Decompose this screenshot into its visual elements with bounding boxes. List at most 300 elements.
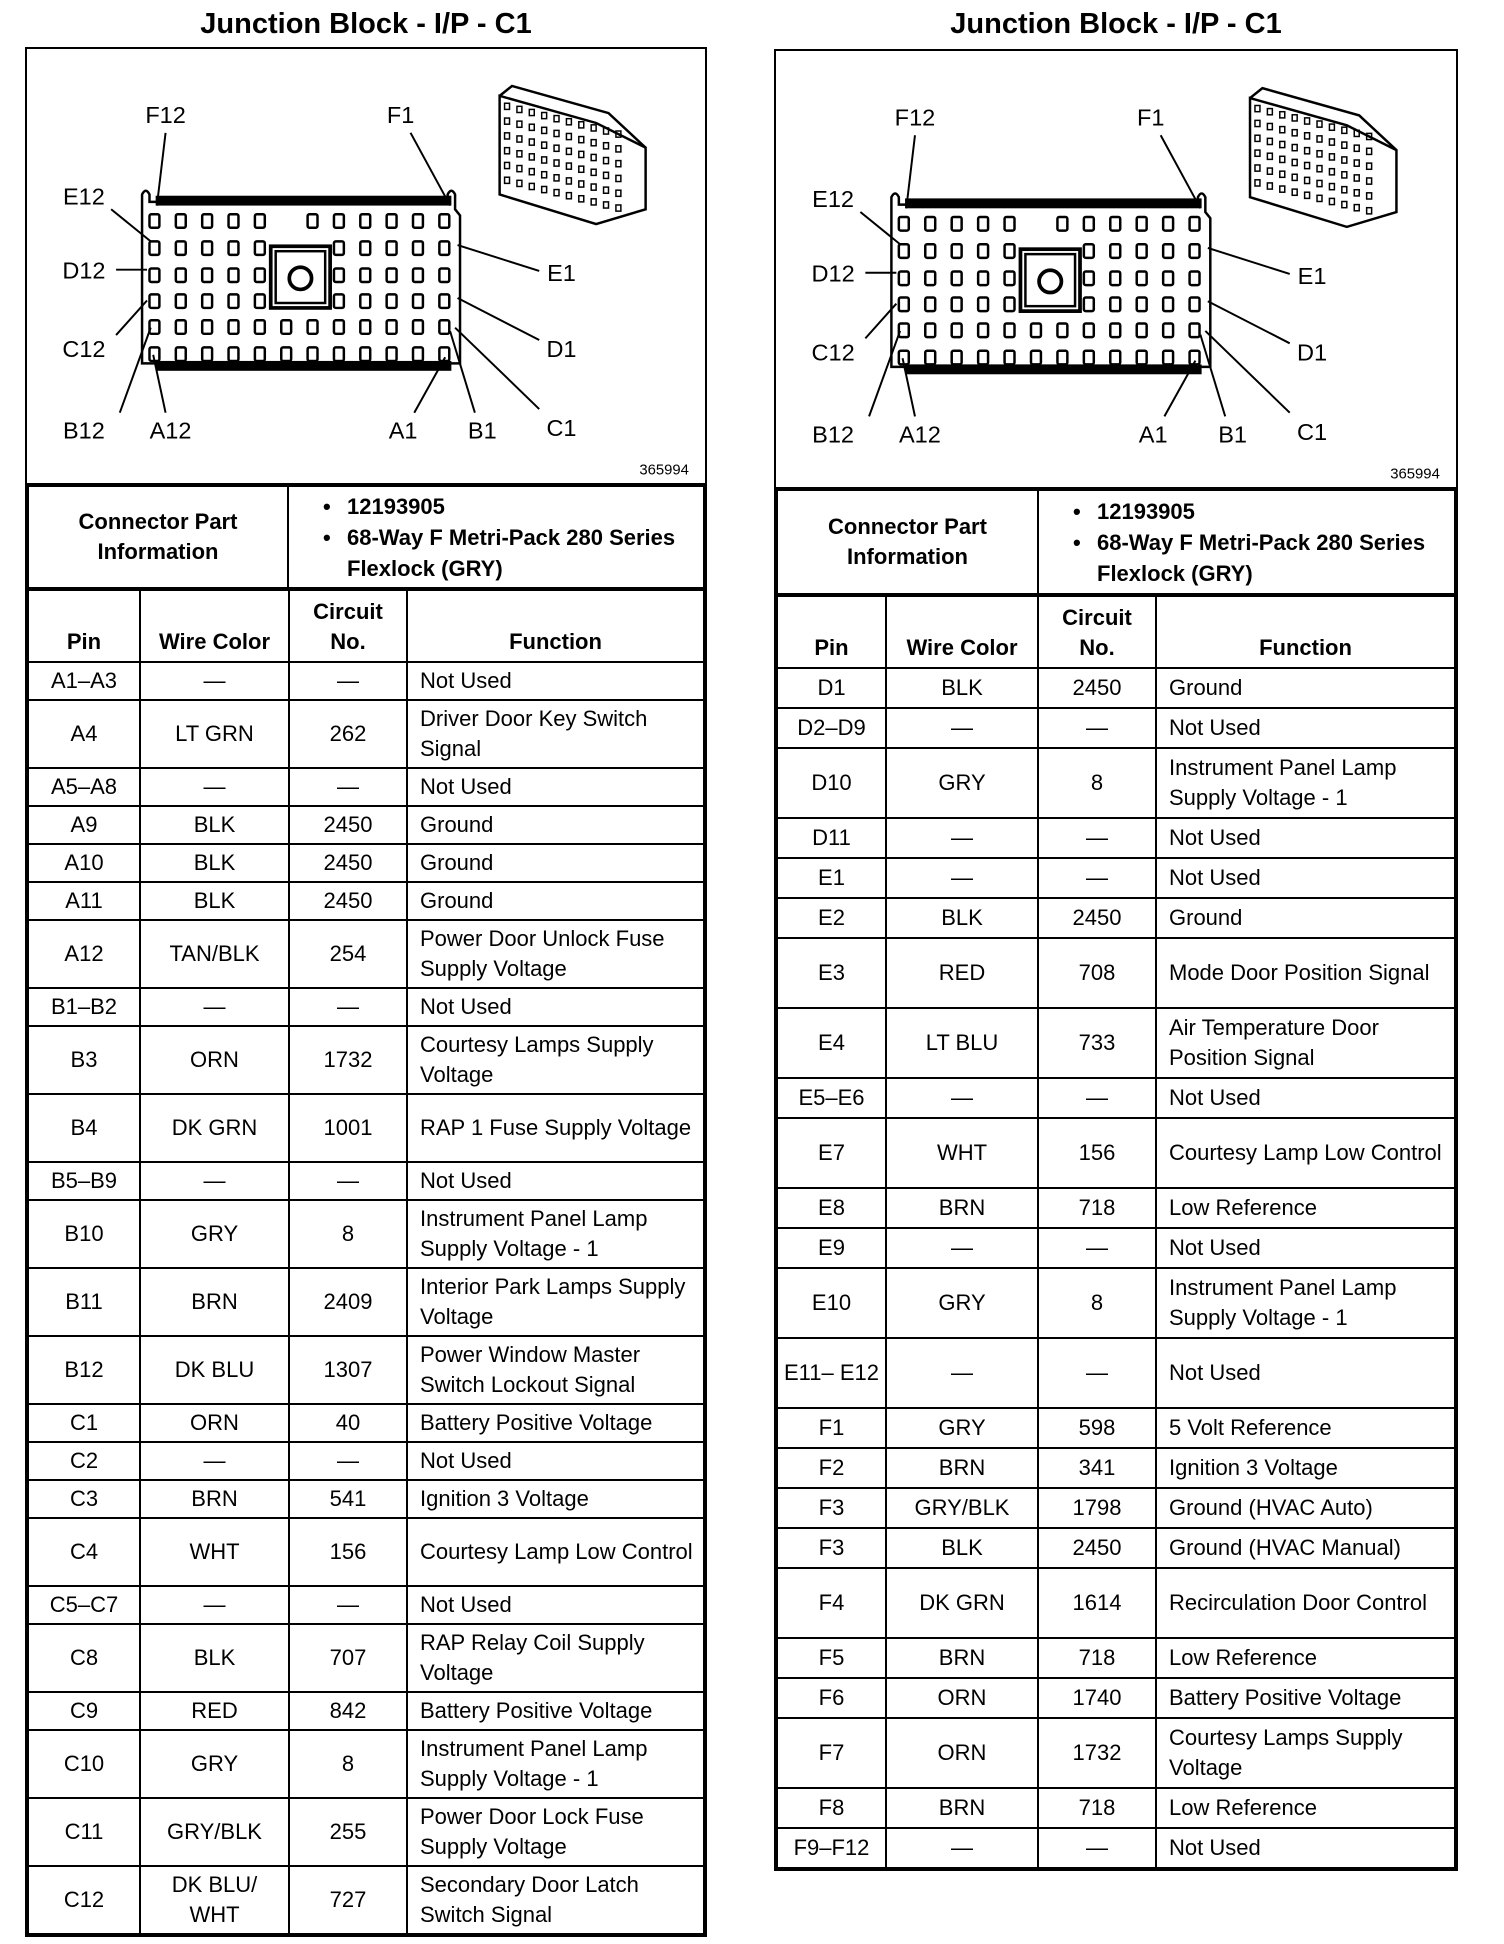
header-circuit: Circuit No. xyxy=(1038,596,1156,668)
pin-cell: C4 xyxy=(28,1518,140,1586)
circuit-cell: 2450 xyxy=(1038,668,1156,708)
wire-color-cell: BRN xyxy=(886,1638,1038,1678)
connector-isometric-icon xyxy=(1250,88,1396,227)
circuit-cell: 598 xyxy=(1038,1408,1156,1448)
table-row xyxy=(28,1162,704,1200)
pin-cell: C3 xyxy=(28,1480,140,1518)
pin-cell: A10 xyxy=(28,844,140,882)
table-row xyxy=(28,1268,704,1336)
wire-color-cell: GRY xyxy=(140,1200,289,1268)
circuit-cell: 541 xyxy=(289,1480,407,1518)
table-row xyxy=(28,1692,704,1730)
table-row xyxy=(28,844,704,882)
wire-color-cell: — xyxy=(886,1078,1038,1118)
function-cell: Not Used xyxy=(1156,708,1455,748)
pin-cavity xyxy=(1163,217,1173,231)
pin-label-c12: C12 xyxy=(811,339,855,366)
pin-cavity xyxy=(899,297,909,311)
circuit-cell: 8 xyxy=(1038,1268,1156,1338)
pin-cell: A1–A3 xyxy=(28,662,140,700)
pin-cavity xyxy=(149,268,159,282)
function-cell: Not Used xyxy=(407,1442,704,1480)
pin-label-a12: A12 xyxy=(898,421,941,448)
pin-cavity xyxy=(334,320,344,334)
pin-cavity xyxy=(387,268,397,282)
function-cell: Power Door Unlock Fuse Supply Voltage xyxy=(407,920,704,988)
pin-cavity xyxy=(308,320,318,334)
wire-color-cell: GRY/BLK xyxy=(140,1798,289,1866)
function-cell: Not Used xyxy=(407,1586,704,1624)
pin-cavity xyxy=(176,268,186,282)
table-row xyxy=(28,1404,704,1442)
wire-color-cell: TAN/BLK xyxy=(140,920,289,988)
pin-cavity xyxy=(1057,217,1067,231)
pin-cavity xyxy=(360,347,370,361)
table-row xyxy=(777,1078,1455,1118)
pin-label-c12: C12 xyxy=(62,336,106,363)
pin-cavity xyxy=(149,214,159,228)
pin-cavity xyxy=(334,294,344,308)
pin-label-b12: B12 xyxy=(63,417,105,444)
wire-color-cell: ORN xyxy=(886,1718,1038,1788)
pin-cavity xyxy=(1110,324,1120,338)
pin-cavity xyxy=(334,347,344,361)
circuit-cell: 40 xyxy=(289,1404,407,1442)
leader-line xyxy=(455,328,539,409)
circuit-cell: 718 xyxy=(1038,1788,1156,1828)
wire-color-cell: — xyxy=(140,1442,289,1480)
pin-cavity xyxy=(176,214,186,228)
pin-cell: E8 xyxy=(777,1188,886,1228)
circuit-cell: 1732 xyxy=(1038,1718,1156,1788)
pin-cavity xyxy=(1084,244,1094,258)
part-number: • 12193905 xyxy=(323,491,699,522)
function-cell: Not Used xyxy=(1156,858,1455,898)
table-row xyxy=(28,1200,704,1268)
figure-number: 365994 xyxy=(639,462,689,479)
function-cell: Instrument Panel Lamp Supply Voltage - 1 xyxy=(407,1730,704,1798)
wire-color-cell: BLK xyxy=(140,844,289,882)
latch-bar-top xyxy=(157,197,450,204)
function-cell: Not Used xyxy=(1156,1828,1455,1868)
pin-cell: A12 xyxy=(28,920,140,988)
pin-cell: F5 xyxy=(777,1638,886,1678)
pin-cavity xyxy=(952,351,962,365)
pin-label-d1: D1 xyxy=(546,336,577,363)
table-row xyxy=(777,1008,1455,1078)
pin-label-e12: E12 xyxy=(63,183,105,210)
pin-cavity xyxy=(202,241,212,255)
wire-color-cell: — xyxy=(886,1338,1038,1408)
function-cell: Secondary Door Latch Switch Signal xyxy=(407,1866,704,1934)
center-bolt-inner xyxy=(276,251,325,303)
table-row xyxy=(28,662,704,700)
pin-cavity xyxy=(255,347,265,361)
pin-cavity xyxy=(176,294,186,308)
pin-cavity xyxy=(1137,297,1147,311)
pin-label-d12: D12 xyxy=(62,257,106,284)
table-row xyxy=(777,1338,1455,1408)
wire-color-cell: GRY xyxy=(886,1268,1038,1338)
pin-cell: F3 xyxy=(777,1488,886,1528)
pin-cavity xyxy=(229,241,239,255)
wire-color-cell: BLK xyxy=(886,898,1038,938)
connector-diagram xyxy=(776,51,1456,489)
function-cell: Battery Positive Voltage xyxy=(1156,1678,1455,1718)
pin-cavity xyxy=(176,347,186,361)
function-cell: Courtesy Lamp Low Control xyxy=(1156,1118,1455,1188)
function-cell: Low Reference xyxy=(1156,1638,1455,1678)
table-row xyxy=(28,1586,704,1624)
pin-cavity xyxy=(1057,324,1067,338)
table-row xyxy=(28,768,704,806)
leader-line xyxy=(111,209,151,241)
pin-cavity xyxy=(202,268,212,282)
pin-cavity xyxy=(229,347,239,361)
leader-line xyxy=(458,298,540,340)
connector-description: • 68-Way F Metri-Pack 280 Series Flexlock (GRY) xyxy=(1073,527,1450,589)
table-row xyxy=(777,1408,1455,1448)
connector-info-label: Connector Part Information xyxy=(777,490,1038,594)
pin-cell: A5–A8 xyxy=(28,768,140,806)
table-row xyxy=(28,920,704,988)
circuit-cell: — xyxy=(1038,858,1156,898)
pin-cavity xyxy=(413,268,423,282)
pin-cavity xyxy=(255,241,265,255)
pin-cavity xyxy=(308,214,318,228)
function-cell: Instrument Panel Lamp Supply Voltage - 1 xyxy=(407,1200,704,1268)
pin-label-a1: A1 xyxy=(388,417,418,444)
pin-cavity xyxy=(1005,351,1015,365)
function-cell: Not Used xyxy=(407,988,704,1026)
circuit-cell: — xyxy=(289,1162,407,1200)
pin-cavity xyxy=(413,241,423,255)
pin-cavity xyxy=(413,214,423,228)
pin-label-a12: A12 xyxy=(149,417,192,444)
pin-cell: F4 xyxy=(777,1568,886,1638)
wire-color-cell: WHT xyxy=(140,1518,289,1586)
connector-description: • 68-Way F Metri-Pack 280 Series Flexlock (GRY) xyxy=(323,522,699,584)
circuit-cell: 255 xyxy=(289,1798,407,1866)
pin-label-e1: E1 xyxy=(547,259,576,286)
circuit-cell: 842 xyxy=(289,1692,407,1730)
pin-cell: F8 xyxy=(777,1788,886,1828)
pin-cavity xyxy=(952,271,962,285)
connector-face-drawing xyxy=(27,49,705,483)
pin-label-f12: F12 xyxy=(145,102,186,128)
table-row xyxy=(777,1528,1455,1568)
pin-cavity xyxy=(439,214,449,228)
pin-cavity xyxy=(334,241,344,255)
pin-cavity xyxy=(387,214,397,228)
function-cell: Not Used xyxy=(1156,1078,1455,1118)
latch-bar-bottom xyxy=(157,362,450,369)
table-row xyxy=(28,1866,704,1934)
table-row xyxy=(28,1624,704,1692)
table-row xyxy=(777,1828,1455,1868)
pin-cavity xyxy=(978,297,988,311)
header-pin: Pin xyxy=(777,596,886,668)
pin-cavity xyxy=(149,241,159,255)
circuit-cell: 2450 xyxy=(1038,1528,1156,1568)
pin-cell: E5–E6 xyxy=(777,1078,886,1118)
pin-cavity xyxy=(1190,217,1200,231)
pin-cavity xyxy=(255,268,265,282)
pin-cavity xyxy=(360,214,370,228)
pin-cavity xyxy=(1031,351,1041,365)
center-bolt-square xyxy=(271,246,330,308)
function-cell: Driver Door Key Switch Signal xyxy=(407,700,704,768)
wire-color-cell: BRN xyxy=(886,1788,1038,1828)
table-row xyxy=(28,1798,704,1866)
center-bolt-icon xyxy=(289,267,311,289)
wire-color-cell: BRN xyxy=(886,1188,1038,1228)
wire-color-cell: — xyxy=(140,988,289,1026)
pin-cell: E1 xyxy=(777,858,886,898)
header-pin: Pin xyxy=(28,590,140,662)
leader-line xyxy=(1208,248,1290,274)
function-cell: RAP Relay Coil Supply Voltage xyxy=(407,1624,704,1692)
wire-color-cell: ORN xyxy=(140,1404,289,1442)
pin-cavity xyxy=(978,324,988,338)
wire-color-cell: DK GRN xyxy=(140,1094,289,1162)
wire-color-cell: BRN xyxy=(886,1448,1038,1488)
center-bolt-icon xyxy=(1039,270,1061,292)
circuit-cell: — xyxy=(1038,1828,1156,1868)
wire-color-cell: ORN xyxy=(886,1678,1038,1718)
function-cell: Ground xyxy=(407,806,704,844)
pin-cell: A4 xyxy=(28,700,140,768)
circuit-cell: 1307 xyxy=(289,1336,407,1404)
pin-cavity xyxy=(149,320,159,334)
function-cell: Courtesy Lamps Supply Voltage xyxy=(407,1026,704,1094)
pin-cavity xyxy=(899,244,909,258)
figure-number: 365994 xyxy=(1390,466,1440,483)
header-wire-color: Wire Color xyxy=(886,596,1038,668)
pin-cavity xyxy=(202,320,212,334)
pin-cavity xyxy=(360,294,370,308)
function-cell: Power Window Master Switch Lockout Signal xyxy=(407,1336,704,1404)
pin-cell: E4 xyxy=(777,1008,886,1078)
function-cell: RAP 1 Fuse Supply Voltage xyxy=(407,1094,704,1162)
pin-cavity xyxy=(439,294,449,308)
pin-cavity xyxy=(281,320,291,334)
circuit-cell: 1614 xyxy=(1038,1568,1156,1638)
leader-line xyxy=(860,212,900,244)
connector-face-drawing xyxy=(776,51,1456,487)
circuit-cell: 1001 xyxy=(289,1094,407,1162)
pin-cavity xyxy=(229,294,239,308)
pin-cavity xyxy=(1110,217,1120,231)
function-cell: Ignition 3 Voltage xyxy=(1156,1448,1455,1488)
pin-cell: E3 xyxy=(777,938,886,1008)
pin-cavity xyxy=(1084,217,1094,231)
connector-diagram xyxy=(27,49,705,485)
pin-label-b1: B1 xyxy=(1218,421,1248,448)
pin-cavity xyxy=(1110,271,1120,285)
pin-cavity xyxy=(202,214,212,228)
pin-cavity xyxy=(1005,217,1015,231)
circuit-cell: 2450 xyxy=(289,882,407,920)
pin-cavity xyxy=(255,294,265,308)
pin-cavity xyxy=(360,320,370,334)
circuit-cell: — xyxy=(1038,1338,1156,1408)
circuit-cell: — xyxy=(1038,708,1156,748)
wire-color-cell: — xyxy=(886,708,1038,748)
pin-cell: F2 xyxy=(777,1448,886,1488)
pin-label-f1: F1 xyxy=(386,102,415,128)
function-cell: Ignition 3 Voltage xyxy=(407,1480,704,1518)
table-row xyxy=(777,1678,1455,1718)
circuit-cell: 2409 xyxy=(289,1268,407,1336)
table-row xyxy=(777,1228,1455,1268)
pin-label-a1: A1 xyxy=(1138,421,1168,448)
pin-cell: B3 xyxy=(28,1026,140,1094)
pin-cavity xyxy=(1084,271,1094,285)
table-row xyxy=(777,748,1455,818)
pin-cavity xyxy=(925,244,935,258)
table-row xyxy=(777,668,1455,708)
circuit-cell: — xyxy=(289,988,407,1026)
pin-cavity xyxy=(899,271,909,285)
pin-cavity xyxy=(1084,324,1094,338)
wire-color-cell: — xyxy=(140,768,289,806)
circuit-cell: 254 xyxy=(289,920,407,988)
header-wire-color: Wire Color xyxy=(140,590,289,662)
table-row xyxy=(777,858,1455,898)
wire-color-cell: — xyxy=(886,858,1038,898)
wire-color-cell: BLK xyxy=(140,1624,289,1692)
function-cell: Ground xyxy=(407,882,704,920)
leader-line xyxy=(157,133,166,206)
circuit-cell: 718 xyxy=(1038,1188,1156,1228)
pin-cavity xyxy=(1163,271,1173,285)
right-panel xyxy=(774,0,1458,1944)
circuit-cell: — xyxy=(289,768,407,806)
pin-cavity xyxy=(1190,324,1200,338)
wire-color-cell: BRN xyxy=(140,1268,289,1336)
pin-label-c1: C1 xyxy=(1296,418,1328,445)
wire-color-cell: GRY xyxy=(886,748,1038,818)
pin-cavity xyxy=(952,217,962,231)
pin-table xyxy=(776,595,1456,1869)
pin-label-e1: E1 xyxy=(1297,262,1327,289)
pin-label-b1: B1 xyxy=(467,417,497,444)
function-cell: Air Temperature Door Position Signal xyxy=(1156,1008,1455,1078)
pin-cavity xyxy=(1137,244,1147,258)
leader-line xyxy=(458,245,540,271)
header-function: Function xyxy=(407,590,704,662)
left-panel xyxy=(25,0,707,1944)
circuit-cell: 262 xyxy=(289,700,407,768)
leader-line xyxy=(1161,135,1201,208)
pin-cell: B5–B9 xyxy=(28,1162,140,1200)
connector-isometric-icon xyxy=(500,86,646,224)
pin-cell: F6 xyxy=(777,1678,886,1718)
pin-cavity xyxy=(925,351,935,365)
pin-cavity xyxy=(334,214,344,228)
circuit-cell: 341 xyxy=(1038,1448,1156,1488)
function-cell: Mode Door Position Signal xyxy=(1156,938,1455,1008)
table-row xyxy=(777,938,1455,1008)
pin-cavity xyxy=(229,214,239,228)
pin-cell: B11 xyxy=(28,1268,140,1336)
function-cell: Not Used xyxy=(1156,1228,1455,1268)
wire-color-cell: WHT xyxy=(886,1118,1038,1188)
wire-color-cell: BLK xyxy=(140,806,289,844)
function-cell: Ground xyxy=(1156,668,1455,708)
pin-cell: E9 xyxy=(777,1228,886,1268)
wire-color-cell: DK BLU/ WHT xyxy=(140,1866,289,1934)
center-bolt-inner xyxy=(1025,254,1075,306)
latch-bar-top xyxy=(906,200,1200,207)
pin-label-d12: D12 xyxy=(811,260,855,287)
circuit-cell: — xyxy=(289,662,407,700)
pin-cavity xyxy=(229,320,239,334)
function-cell: Ground xyxy=(407,844,704,882)
function-cell: Power Door Lock Fuse Supply Voltage xyxy=(407,1798,704,1866)
table-row xyxy=(28,988,704,1026)
table-row xyxy=(777,1118,1455,1188)
wire-color-cell: BLK xyxy=(886,1528,1038,1568)
table-row xyxy=(777,1568,1455,1638)
table-row xyxy=(28,1442,704,1480)
pin-cavity xyxy=(1005,297,1015,311)
pin-cavity xyxy=(978,217,988,231)
pin-cavity xyxy=(1190,297,1200,311)
table-row xyxy=(777,1448,1455,1488)
pin-cavity xyxy=(978,244,988,258)
pin-cell: A11 xyxy=(28,882,140,920)
function-cell: Ground (HVAC Manual) xyxy=(1156,1528,1455,1568)
pin-cavity xyxy=(925,297,935,311)
pin-cavity xyxy=(439,241,449,255)
pin-cavity xyxy=(176,241,186,255)
pin-cavity xyxy=(1110,244,1120,258)
pin-cavity xyxy=(202,347,212,361)
pin-label-f1: F1 xyxy=(1136,104,1165,131)
pin-cell: D2–D9 xyxy=(777,708,886,748)
pin-cavity xyxy=(1084,297,1094,311)
pin-cavity xyxy=(978,351,988,365)
function-cell: Ground xyxy=(1156,898,1455,938)
pin-cavity xyxy=(202,294,212,308)
circuit-cell: — xyxy=(289,1586,407,1624)
connector-info xyxy=(776,489,1456,595)
wire-color-cell: DK GRN xyxy=(886,1568,1038,1638)
pin-cell: F3 xyxy=(777,1528,886,1568)
table-row xyxy=(28,1026,704,1094)
pin-cell: F7 xyxy=(777,1718,886,1788)
pin-cell: A9 xyxy=(28,806,140,844)
leader-line xyxy=(120,328,151,413)
circuit-cell: 727 xyxy=(289,1866,407,1934)
table-row xyxy=(28,1094,704,1162)
function-cell: Recirculation Door Control xyxy=(1156,1568,1455,1638)
pinout-box xyxy=(25,47,707,1937)
pinout-box xyxy=(774,49,1458,1871)
pin-cell: C10 xyxy=(28,1730,140,1798)
pin-cavity xyxy=(1005,324,1015,338)
pin-cavity xyxy=(925,217,935,231)
header-circuit: Circuit No. xyxy=(289,590,407,662)
pin-cavity xyxy=(1190,244,1200,258)
wire-color-cell: — xyxy=(886,1228,1038,1268)
function-cell: Instrument Panel Lamp Supply Voltage - 1 xyxy=(1156,1268,1455,1338)
pin-cavity xyxy=(334,268,344,282)
function-cell: 5 Volt Reference xyxy=(1156,1408,1455,1448)
pin-cell: B4 xyxy=(28,1094,140,1162)
